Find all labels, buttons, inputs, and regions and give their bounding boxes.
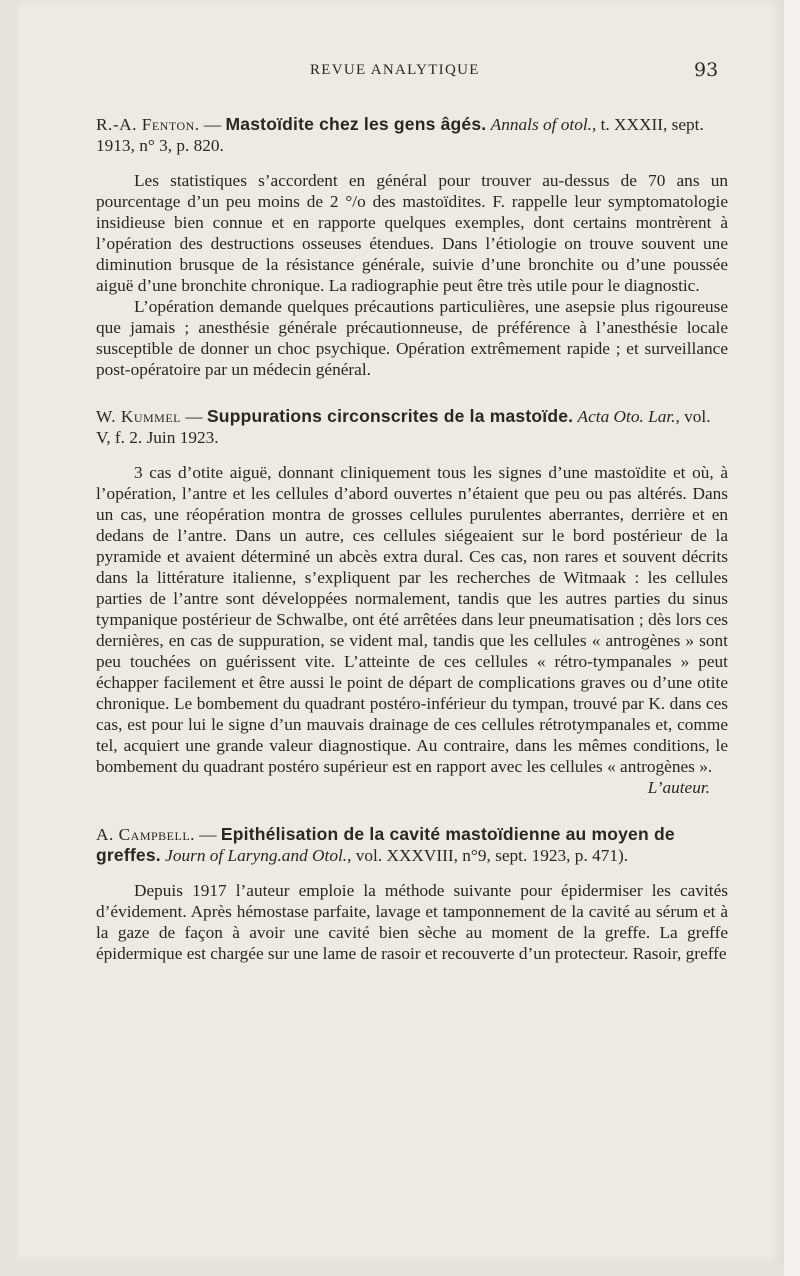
article-citation: A. Campbell. — Epithélisation de la cavité mastoïdienne au moyen de greffes. Journ of Laryng.and Otol., vol. XXXVIII, n°9, sept. 1923, p. 471). (96, 824, 675, 865)
article-paragraph: L’opération demande quelques précautions particulières, une asepsie plus rigoureuse que jamais ; anesthésie générale précautionneuse, de préférence à l’anesthésie locale susceptible de donner un choc psychique. Opération extrêmement rapide ; et surveillance post-opératoire par un médecin général. (96, 297, 728, 379)
page-content (96, 114, 728, 964)
page-number: 93 (694, 59, 719, 81)
article-paragraph: Les statistiques s’accordent en général pour trouver au-dessus de 70 ans un pourcentage d’un peu moins de 2 °/o des mastoïdites. F. rappelle leur symptomatologie insidieuse bien connue et en rapporte quelques exemples, dont certains montrèrent à l’opération des destructions osseuses étendues. Dans l’étiologie on trouve souvent une diminution brusque de la résistance générale, suivie d’une bronchite ou d’une poussée aiguë d’une bronchite chronique. La radiographie peut être très utile pour le diagnostic. (96, 171, 728, 295)
page-edge (784, 0, 800, 1276)
article-reference: t. XXXII, sept. 1913, n° 3, p. 820. (96, 115, 704, 155)
article-paragraph: 3 cas d’otite aiguë, donnant cliniquement tous les signes d’une mastoïdite et où, à l’opération, l’antre et les cellules d’abord ouvertes n’étaient que peu ou pas altérés. Dans un cas, une réopération montra de grosses cellules purulentes aberrantes, derrière et en dedans de l’antre. Dans un autre, ces cellules siégeaient sur le bord postérieur de la pyramide et avaient déterminé un abcès extra dural. Ces cas, non rares et souvent décrits dans la littérature italienne, s’expliquent par les recherches de Witmaak : les cellules parties de l’antre sont développées normalement, tandis que les autres parties du sinus tympanique postérieur de Schwalbe, ont été arrêtées dans leur pneumatisation ; dès lors ces dernières, en cas de suppuration, se vident mal, tandis que les cellules « antrogènes » sont peu touchées on guérissent vite. L’atteinte de ces cellules « rétro-tympanales » peut échapper facilement et être aussi le point de départ de complications graves ou d’une otite chronique. Le bombement du quadrant postéro-inférieur du tympan, trouvé par K. dans ces cas, est pour lui le signe d’un mauvais drainage de ces cellules rétrotympanales et, comme tel, acquiert une grande valeur diagnostique. Au contraire, dans les mêmes conditions, le bombement du quadrant postéro supérieur est en rapport avec les cellules « antrogènes ». (96, 463, 728, 776)
running-title: REVUE ANALYTIQUE (310, 62, 480, 78)
article-author: R.-A. Fenton. (96, 115, 200, 134)
article-kummel (96, 406, 728, 798)
article-journal: Annals of otol., (490, 115, 597, 134)
article-title: Epithélisation de la cavité mastoïdienne au moyen de greffes. (96, 824, 675, 865)
book-page (18, 0, 784, 1262)
article-signature: L’auteur. (647, 778, 710, 797)
article-citation: R.-A. Fenton. — Mastoïdite chez les gens âgés. Annals of otol., t. XXXII, sept. 1913, n° 3, p. 820. (96, 114, 704, 155)
article-campbell (96, 824, 728, 964)
article-reference: vol. XXXVIII, n°9, sept. 1923, p. 471). (351, 846, 629, 865)
article-journal: Journ of Laryng.and Otol., (165, 846, 352, 865)
article-citation: W. Kummel — Suppurations circonscrites de la mastoïde. Acta Oto. Lar., vol. V, f. 2. Juin 1923. (96, 406, 711, 447)
article-reference: vol. V, f. 2. Juin 1923. (96, 407, 711, 447)
article-fenton (96, 114, 728, 380)
page-header (18, 59, 784, 86)
article-journal: Acta Oto. Lar., (577, 407, 680, 426)
article-author: W. Kummel (96, 407, 182, 426)
article-paragraph: Depuis 1917 l’auteur emploie la méthode suivante pour épidermiser les cavités d’évidement. Après hémostase parfaite, lavage et tamponnement de la cavité au sérum et à la gaze de façon à avoir une cavité bien sèche au moment de la greffe. La greffe épidermique est chargée sur une lame de rasoir et recouverte d’un protecteur. Rasoir, greffe (96, 881, 728, 963)
article-title: Suppurations circonscrites de la mastoïde. (206, 406, 574, 426)
article-author: A. Campbell. (96, 825, 195, 844)
article-title: Mastoïdite chez les gens âgés. (225, 114, 487, 134)
